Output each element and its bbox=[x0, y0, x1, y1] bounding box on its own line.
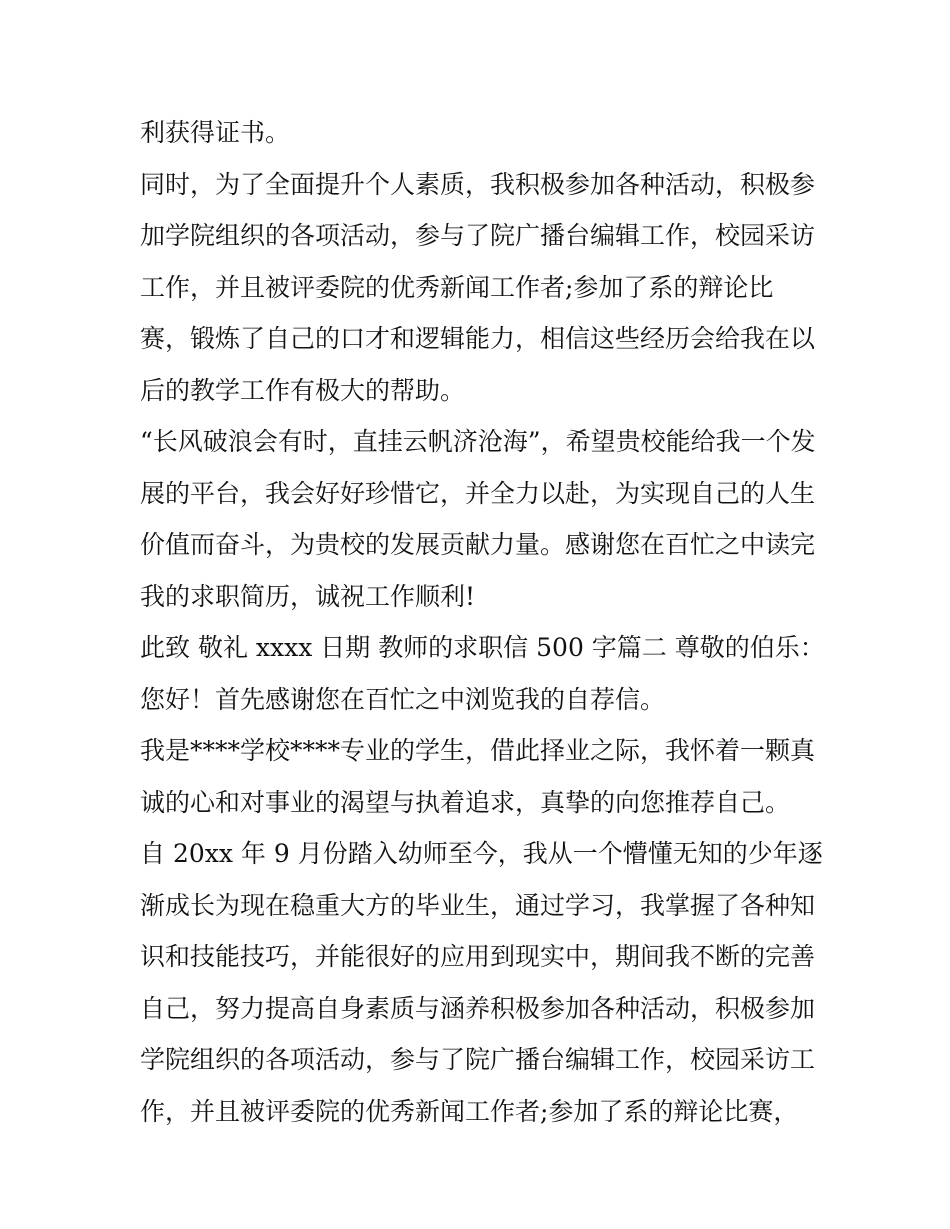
text-line: 展的平台，我会好好珍惜它，并全力以赴，为实现自己的人生 bbox=[140, 478, 816, 508]
document-body bbox=[140, 107, 830, 1137]
text-line: 加学院组织的各项活动，参与了院广播台编辑工作，校园采访 bbox=[140, 221, 816, 250]
text-line: “长风破浪会有时，直挂云帆济沧海”，希望贵校能给我一个发 bbox=[140, 427, 816, 456]
text-line: 我的求职简历，诚祝工作顺利! bbox=[140, 581, 476, 611]
text-line: 识和技能技巧，并能很好的应用到现实中，期间我不断的完善 bbox=[140, 942, 816, 971]
text-line: 渐成长为现在稳重大方的毕业生，通过学习，我掌握了各种知 bbox=[140, 890, 816, 920]
text-line: 同时，为了全面提升个人素质，我积极参加各种活动，积极参 bbox=[140, 169, 816, 199]
text-line: 价值而奋斗，为贵校的发展贡献力量。感谢您在百忙之中读完 bbox=[140, 530, 816, 559]
text-line: 后的教学工作有极大的帮助。 bbox=[140, 375, 466, 405]
text-line: 自己，努力提高自身素质与涵养积极参加各种活动，积极参加 bbox=[140, 993, 816, 1023]
text-line: 您好！首先感谢您在百忙之中浏览我的自荐信。 bbox=[140, 684, 666, 714]
text-line: 赛，锻炼了自己的口才和逻辑能力，相信这些经历会给我在以 bbox=[140, 324, 816, 353]
text-line: 工作，并且被评委院的优秀新闻工作者;参加了系的辩论比 bbox=[140, 272, 774, 302]
text-line: 诚的心和对事业的渴望与执着追求，真挚的向您推荐自己。 bbox=[140, 787, 791, 817]
text-line: 作，并且被评委院的优秀新闻工作者;参加了系的辩论比赛， bbox=[140, 1096, 799, 1126]
text-line: 自 20xx 年 9 月份踏入幼师至今，我从一个懵懂无知的少年逐 bbox=[140, 839, 823, 868]
text-line: 此致 敬礼 xxxx 日期 教师的求职信 500 字篇二 尊敬的伯乐： bbox=[140, 633, 825, 662]
text-line: 学院组织的各项活动，参与了院广播台编辑工作，校园采访工 bbox=[140, 1045, 816, 1074]
text-line: 我是****学校****专业的学生，借此择业之际，我怀着一颗真 bbox=[140, 736, 816, 765]
text-line: 利获得证书。 bbox=[140, 118, 291, 147]
